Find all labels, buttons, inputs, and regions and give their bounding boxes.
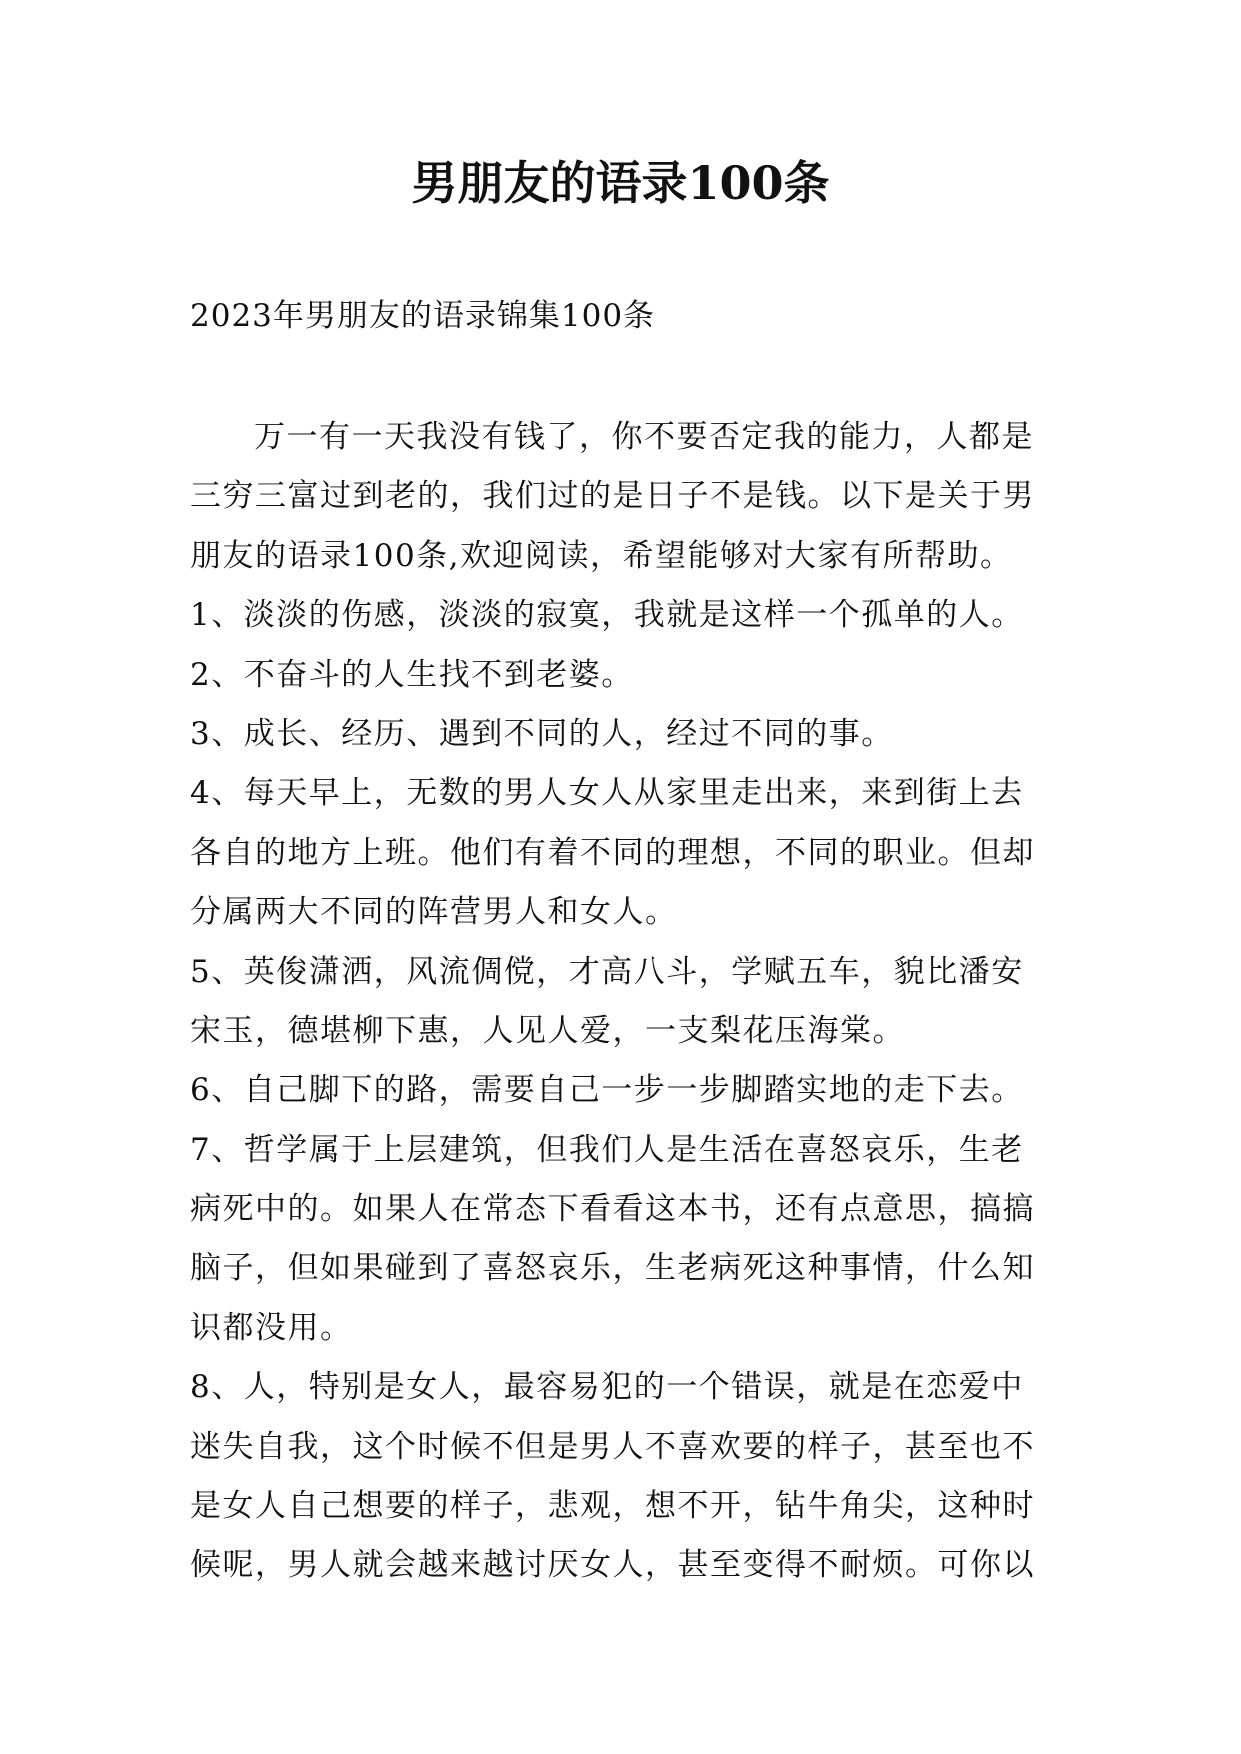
body-line: 7、哲学属于上层建筑，但我们人是生活在喜怒哀乐，生老 bbox=[190, 1131, 1024, 1168]
body-line: 脑子，但如果碰到了喜怒哀乐，生老病死这种事情，什么知 bbox=[190, 1250, 1035, 1287]
body-line: 病死中的。如果人在常态下看看这本书，还有点意思，搞搞 bbox=[190, 1191, 1035, 1228]
body-line: 4、每天早上，无数的男人女人从家里走出来，来到街上去 bbox=[190, 775, 1024, 812]
body-line: 3、成长、经历、遇到不同的人，经过不同的事。 bbox=[190, 715, 894, 752]
body-line: 1、淡淡的伤感，淡淡的寂寞，我就是这样一个孤单的人。 bbox=[190, 597, 1024, 634]
body-line: 2、不奋斗的人生找不到老婆。 bbox=[190, 656, 634, 693]
page-title: 男朋友的语录100条 bbox=[411, 156, 830, 210]
body-line: 识都没用。 bbox=[190, 1309, 353, 1346]
body-text bbox=[190, 408, 1050, 1596]
body-line: 三穷三富过到老的，我们过的是日子不是钱。以下是关于男 bbox=[190, 478, 1035, 515]
body-line: 迷失自我，这个时候不但是男人不喜欢要的样子，甚至也不 bbox=[190, 1428, 1035, 1465]
body-line: 8、人，特别是女人，最容易犯的一个错误，就是在恋爱中 bbox=[190, 1369, 1024, 1406]
page-subtitle: 2023年男朋友的语录锦集100条 bbox=[190, 298, 656, 334]
body-line: 是女人自己想要的样子，悲观，想不开，钻牛角尖，这种时 bbox=[190, 1488, 1035, 1525]
body-line: 5、英俊潇洒，风流倜傥，才高八斗，学赋五车，貌比潘安 bbox=[190, 953, 1024, 990]
body-line: 6、自己脚下的路，需要自己一步一步脚踏实地的走下去。 bbox=[190, 1072, 1024, 1109]
body-line: 分属两大不同的阵营男人和女人。 bbox=[190, 894, 678, 931]
body-line: 万一有一天我没有钱了，你不要否定我的能力，人都是 bbox=[254, 419, 1034, 455]
body-line: 候呢，男人就会越来越讨厌女人，甚至变得不耐烦。可你以 bbox=[190, 1547, 1035, 1584]
body-line: 各自的地方上班。他们有着不同的理想，不同的职业。但却 bbox=[190, 834, 1035, 871]
body-line: 宋玉，德堪柳下惠，人见人爱，一支梨花压海棠。 bbox=[190, 1012, 905, 1049]
body-line: 朋友的语录100条,欢迎阅读，希望能够对大家有所帮助。 bbox=[190, 537, 1013, 574]
